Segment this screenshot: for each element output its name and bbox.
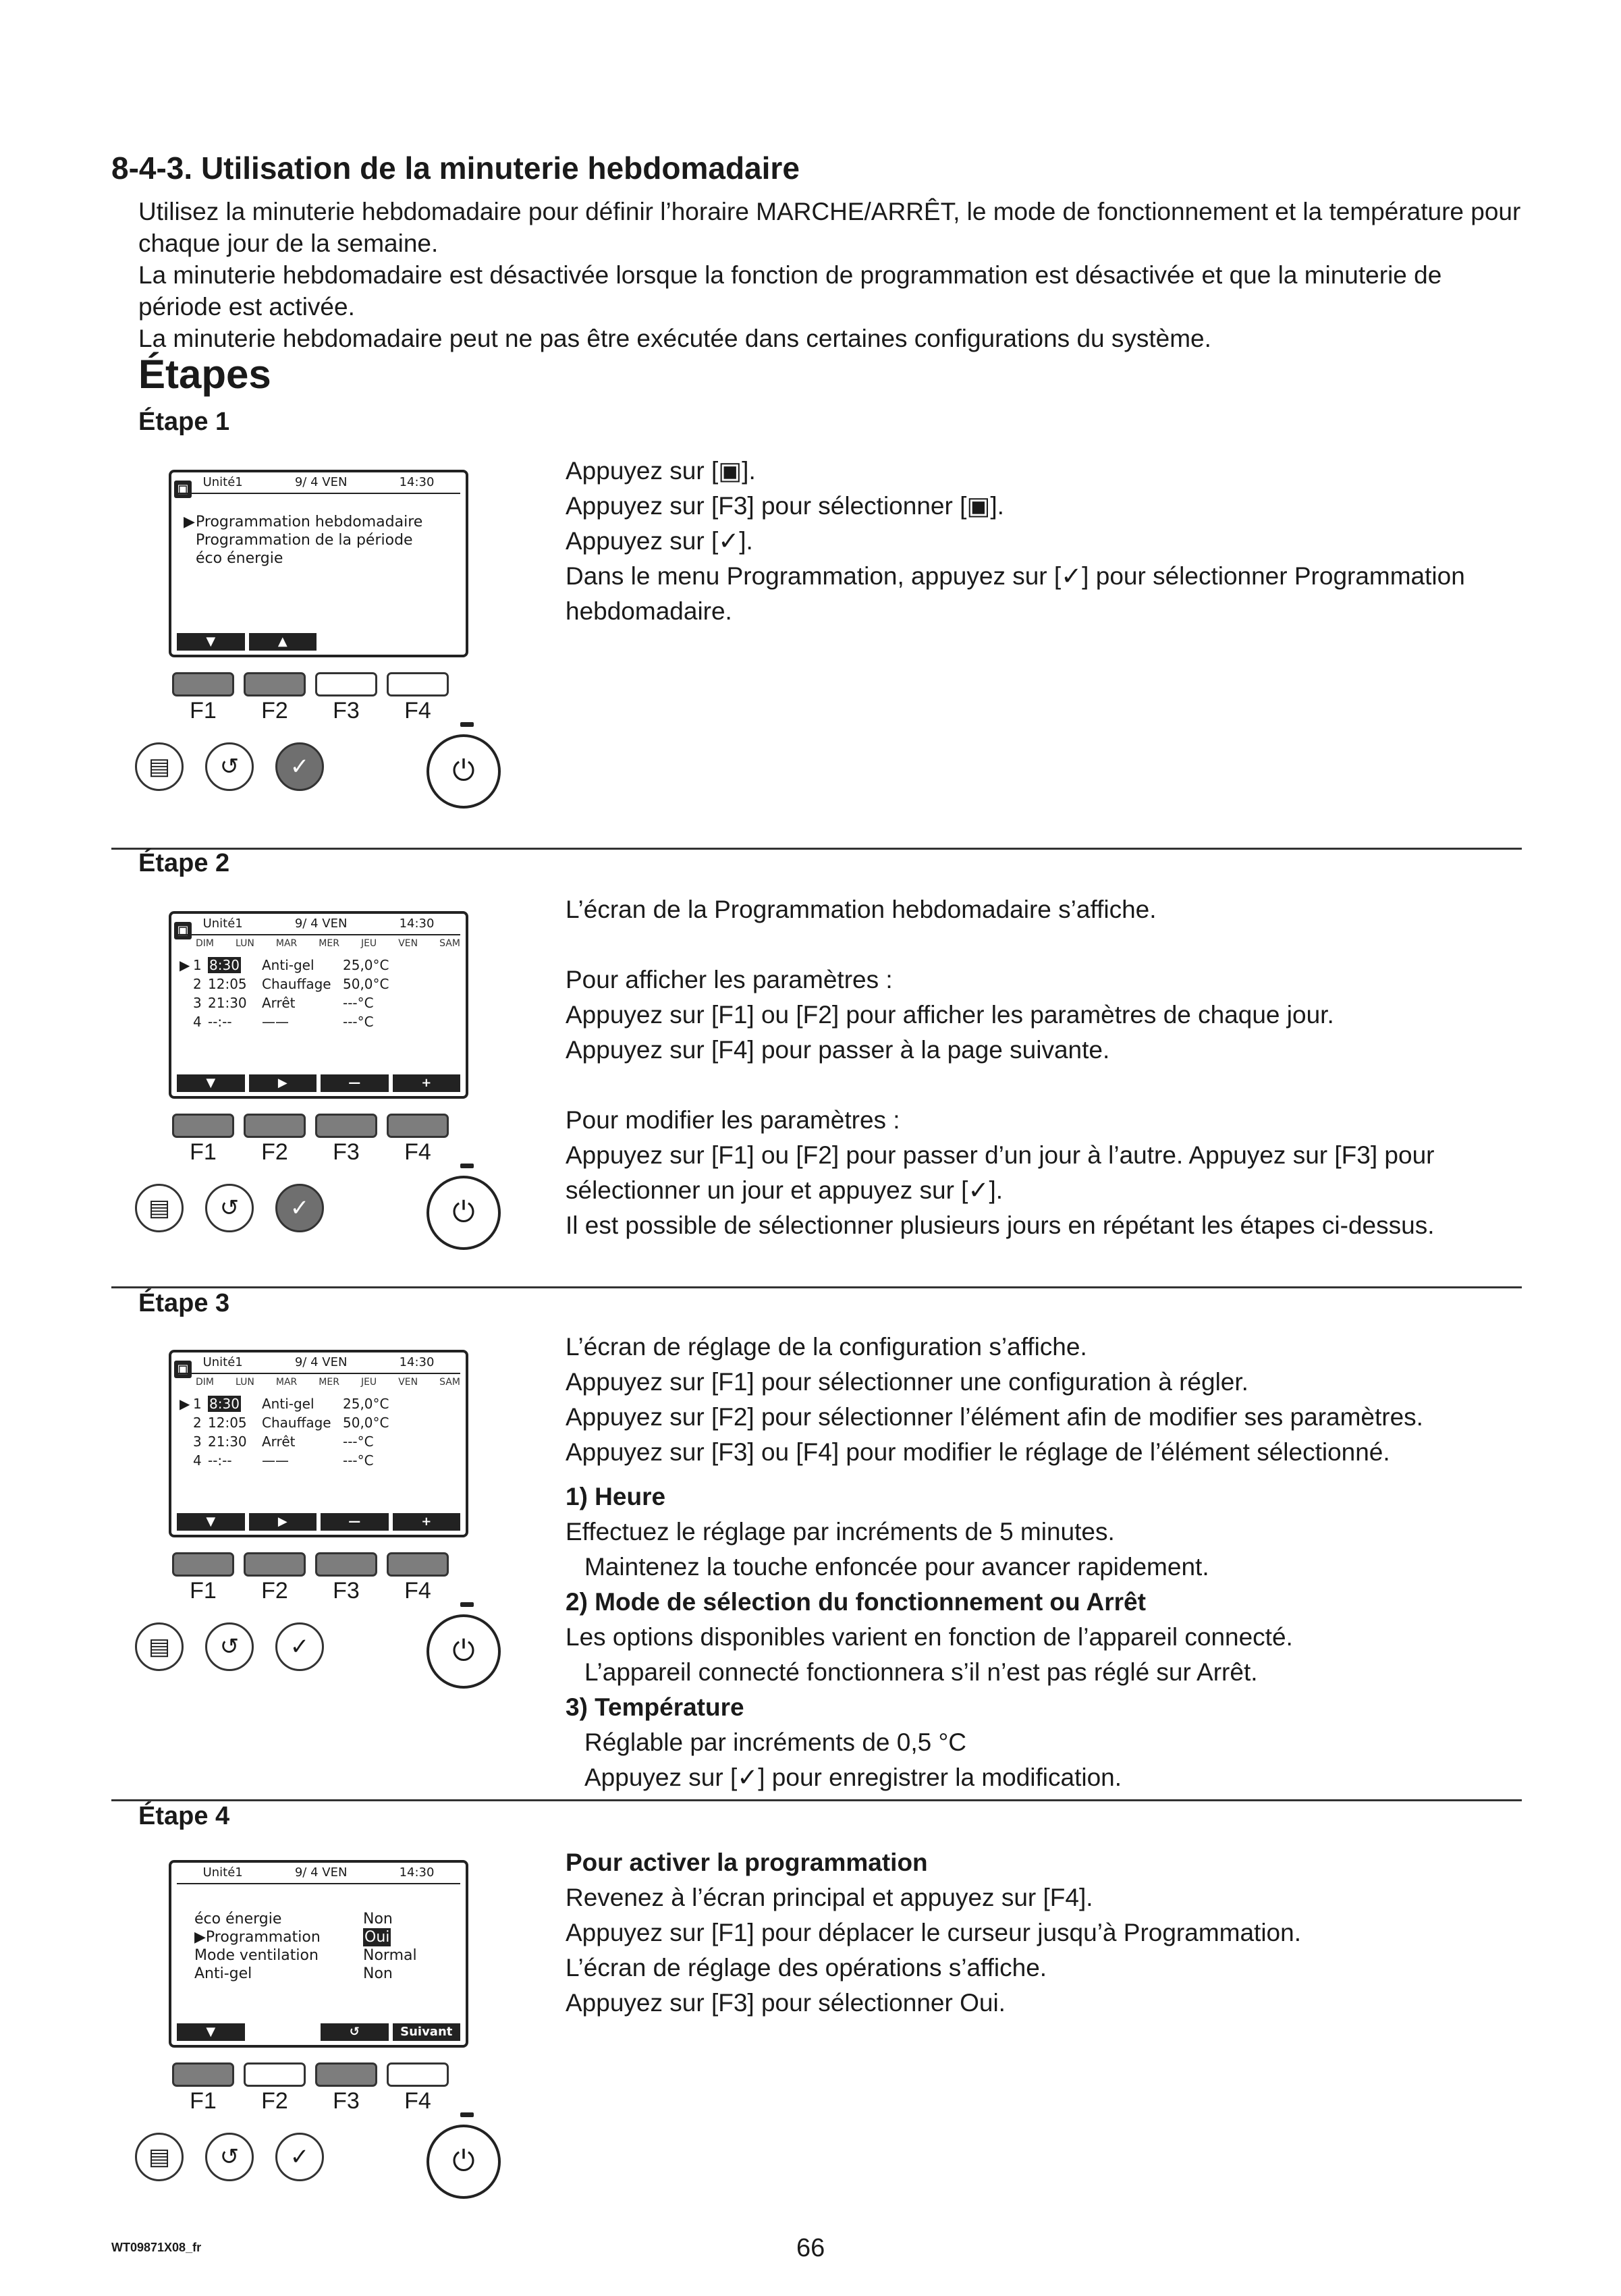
step-line: Revenez à l’écran principal et appuyez sur [F4]. [566,1884,1093,1911]
schedule-row: 3 21:30 Arrêt ---°C [193,1433,374,1450]
f4-key[interactable] [387,672,449,696]
f1-label: F1 [190,1139,217,1165]
power-led [460,2112,474,2117]
lcd-time: 14:30 [399,917,435,931]
step3-remote [135,1350,513,1714]
lcd-day: JEU [360,1377,377,1388]
power-button[interactable]: ⏻ [427,734,501,809]
calendar-icon: ▣ [174,1361,192,1378]
lcd-bar-empty [249,2023,317,2041]
lcd-menu-item: Programmation de la période [196,532,413,549]
f1-label: F1 [190,1578,217,1604]
power-led [460,1602,474,1607]
lcd-menu-item: Programmation hebdomadaire [196,514,423,530]
lcd-day: SAM [439,938,460,949]
step-line: Appuyez sur [F3] pour sélectionner Oui. [566,1989,1006,2017]
subheading: 2) Mode de sélection du fonctionnement ou Arrêt [566,1588,1146,1616]
return-button[interactable]: ↺ [205,742,254,791]
setting-row: éco énergie Non [194,1911,393,1928]
f4-key[interactable] [387,1114,449,1138]
lcd-function-bar [177,633,460,651]
step-line: Appuyez sur [F4] pour passer à la page suivante. [566,1036,1110,1064]
lcd-function-bar [177,1513,460,1531]
power-led [460,1164,474,1168]
schedule-row: ▶ 1 8:30 Anti-gel 25,0°C [180,1396,389,1412]
schedule-row: 3 21:30 Arrêt ---°C [193,995,374,1011]
section-title: 8-4-3. Utilisation de la minuterie hebdomadaire [111,151,800,186]
step2-heading: Étape 2 [138,849,230,877]
step-line: L’appareil connecté fonctionnera s’il n’est pas réglé sur Arrêt. [584,1658,1258,1686]
step4-heading: Étape 4 [138,1802,230,1830]
cursor-icon: ▶ [184,514,195,530]
lcd-header [177,1355,460,1374]
f4-label: F4 [404,1139,431,1165]
power-button[interactable]: ⏻ [427,1176,501,1250]
lcd-day: LUN [236,938,254,949]
calendar-icon: ▣ [174,922,192,939]
f3-label: F3 [333,2088,360,2114]
step4-text [566,1845,1537,2021]
lcd-bar-plus: + [393,1513,461,1531]
step-line: L’écran de réglage de la configuration s’affiche. [566,1333,1087,1361]
intro-text [138,196,1522,354]
step-line: Pour afficher les paramètres : [566,966,893,993]
lcd-function-bar [177,2023,460,2041]
schedule-row: 4 --:-- —— ---°C [193,1452,374,1469]
step-line: Pour modifier les paramètres : [566,1106,900,1134]
lcd-bar-plus: + [393,1074,461,1092]
menu-button[interactable]: ▤ [135,1622,184,1671]
f3-label: F3 [333,1139,360,1165]
lcd-day: MAR [275,1377,298,1388]
separator [111,1286,1522,1288]
step-line: Effectuez le réglage par incréments de 5 minutes. [566,1518,1115,1546]
lcd-days [196,1377,460,1388]
ok-button[interactable]: ✓ [275,2133,324,2181]
return-button[interactable]: ↺ [205,1184,254,1232]
lcd-bar-down: ▼ [177,633,245,651]
step1-heading: Étape 1 [138,408,230,436]
lcd-date: 9/ 4 VEN [294,1355,348,1369]
f3-key[interactable] [315,672,377,696]
intro-paragraph: La minuterie hebdomadaire peut ne pas être exécutée dans certaines configurations du système. [138,325,1211,352]
f2-label: F2 [261,1139,288,1165]
f1-key[interactable] [172,2062,234,2087]
step-line: Appuyez sur [✓]. [566,527,753,555]
step-line: Appuyez sur [F3] ou [F4] pour modifier le réglage de l’élément sélectionné. [566,1438,1390,1466]
f2-key[interactable] [244,672,306,696]
ok-button[interactable]: ✓ [275,742,324,791]
lcd-menu [184,513,422,568]
calendar-icon: ▣ [174,481,192,498]
menu-button[interactable]: ▤ [135,742,184,791]
f1-label: F1 [190,2088,217,2114]
setting-row: Mode ventilation Normal [194,1947,417,1964]
step-line: L’écran de la Programmation hebdomadaire s’affiche. [566,896,1157,923]
f1-label: F1 [190,698,217,723]
lcd-schedule [180,956,404,1031]
f2-key[interactable] [244,2062,306,2087]
lcd-unit: Unité1 [202,917,243,931]
lcd-bar-next: Suivant [393,2023,461,2041]
lcd-function-bar [177,1074,460,1092]
f4-key[interactable] [387,2062,449,2087]
lcd-date: 9/ 4 VEN [294,475,348,489]
lcd-bar-down: ▼ [177,1074,245,1092]
lcd-settings [194,1910,417,1983]
power-button[interactable]: ⏻ [427,2125,501,2199]
lcd-date: 9/ 4 VEN [294,917,348,931]
f3-label: F3 [333,1578,360,1604]
return-button[interactable]: ↺ [205,1622,254,1671]
lcd-bar-right: ▶ [249,1074,317,1092]
intro-paragraph: La minuterie hebdomadaire est désactivée lorsque la fonction de programmation est désactivée et que la minuterie de période est activée. [138,261,1442,321]
lcd-header [177,475,460,494]
step-line: Appuyez sur [F1] pour sélectionner une configuration à régler. [566,1368,1248,1396]
f4-label: F4 [404,1578,431,1604]
schedule-row: ▶ 1 8:30 Anti-gel 25,0°C [180,957,389,973]
step-line: Maintenez la touche enfoncée pour avancer rapidement. [584,1553,1209,1581]
etapes-heading: Étapes [138,352,271,397]
ok-button[interactable]: ✓ [275,1184,324,1232]
step1-remote [135,470,513,834]
separator [111,1799,1522,1801]
lcd-header [177,917,460,935]
menu-button[interactable]: ▤ [135,1184,184,1232]
lcd-bar-up: ▲ [249,633,317,651]
step4-remote [135,1860,513,2224]
subheading: Pour activer la programmation [566,1849,928,1876]
step-line: Appuyez sur [F1] ou [F2] pour afficher les paramètres de chaque jour. [566,1001,1334,1029]
schedule-row: 2 12:05 Chauffage 50,0°C [193,1415,389,1431]
lcd-unit: Unité1 [202,1865,243,1880]
page-number: 66 [796,2234,825,2262]
lcd-bar-toggle: ↺ [321,2023,389,2041]
lcd-date: 9/ 4 VEN [294,1865,348,1880]
step2-remote [135,911,513,1276]
f2-label: F2 [261,2088,288,2114]
return-button[interactable]: ↺ [205,2133,254,2181]
power-led [460,722,474,727]
lcd-header [177,1865,460,1884]
step-line: Appuyez sur [F1] ou [F2] pour passer d’un jour à l’autre. Appuyez sur [F3] pour sélectionner un jour et appuyez sur [✓]. [566,1141,1435,1204]
step-line: Il est possible de sélectionner plusieurs jours en répétant les étapes ci-dessus. [566,1211,1435,1239]
f4-key[interactable] [387,1552,449,1577]
lcd-time: 14:30 [399,1355,435,1369]
f4-label: F4 [404,698,431,723]
step2-text [566,892,1537,1243]
f1-key[interactable] [172,1114,234,1138]
lcd-day: MAR [275,938,298,949]
f1-key[interactable] [172,1552,234,1577]
lcd-screen [169,1350,468,1537]
lcd-day: JEU [360,938,377,949]
step-line: Appuyez sur [F3] pour sélectionner [▣]. [566,492,1004,520]
lcd-day: MER [319,938,339,949]
f2-label: F2 [261,1578,288,1604]
lcd-bar-empty [321,633,389,651]
lcd-day: SAM [439,1377,460,1388]
f1-key[interactable] [172,672,234,696]
step1-text [566,454,1537,629]
lcd-screen [169,911,468,1099]
lcd-bar-right: ▶ [249,1513,317,1531]
f4-label: F4 [404,2088,431,2114]
f2-key[interactable] [244,1552,306,1577]
step3-text [566,1330,1537,1795]
step-line: Appuyez sur [F1] pour déplacer le curseur jusqu’à Programmation. [566,1919,1301,1946]
step3-heading: Étape 3 [138,1289,230,1317]
lcd-day: VEN [398,1377,418,1388]
power-button[interactable]: ⏻ [427,1614,501,1689]
document-code: WT09871X08_fr [111,2241,202,2254]
lcd-unit: Unité1 [202,1355,243,1369]
f3-key[interactable] [315,2062,377,2087]
setting-row: Anti-gel Non [194,1965,393,1982]
subheading: 1) Heure [566,1483,666,1510]
lcd-screen [169,1860,468,2048]
lcd-screen [169,470,468,657]
lcd-bar-minus: — [321,1074,389,1092]
lcd-time: 14:30 [399,475,435,489]
lcd-bar-empty [393,633,461,651]
lcd-menu-item: éco énergie [196,550,283,567]
f3-key[interactable] [315,1114,377,1138]
lcd-day: VEN [398,938,418,949]
lcd-day: DIM [196,938,214,949]
lcd-day: MER [319,1377,339,1388]
step-line: Réglable par incréments de 0,5 °C [584,1728,966,1756]
lcd-time: 14:30 [399,1865,435,1880]
intro-paragraph: Utilisez la minuterie hebdomadaire pour définir l’horaire MARCHE/ARRÊT, le mode de fonctionnement et la température pour chaque jour de la semaine. [138,198,1521,257]
step-line: Appuyez sur [▣]. [566,457,756,485]
f3-label: F3 [333,698,360,723]
step-line: Appuyez sur [F2] pour sélectionner l’élément afin de modifier ses paramètres. [566,1403,1423,1431]
lcd-bar-minus: — [321,1513,389,1531]
lcd-unit: Unité1 [202,475,243,489]
lcd-day: DIM [196,1377,214,1388]
lcd-days [196,938,460,949]
menu-button[interactable]: ▤ [135,2133,184,2181]
step-line: L’écran de réglage des opérations s’affiche. [566,1954,1047,1981]
f2-key[interactable] [244,1114,306,1138]
step-line: Les options disponibles varient en fonction de l’appareil connecté. [566,1623,1293,1651]
lcd-day: LUN [236,1377,254,1388]
lcd-bar-down: ▼ [177,2023,245,2041]
lcd-schedule [180,1394,404,1470]
setting-row: ▶Programmation Oui [194,1929,390,1946]
step-line: Dans le menu Programmation, appuyez sur [✓] pour sélectionner Programmation hebdomadaire. [566,562,1465,625]
schedule-row: 2 12:05 Chauffage 50,0°C [193,976,389,992]
f2-label: F2 [261,698,288,723]
schedule-row: 4 --:-- —— ---°C [193,1014,374,1030]
subheading: 3) Température [566,1693,744,1721]
separator [111,848,1522,850]
lcd-bar-down: ▼ [177,1513,245,1531]
f3-key[interactable] [315,1552,377,1577]
ok-button[interactable]: ✓ [275,1622,324,1671]
step-line: Appuyez sur [✓] pour enregistrer la modification. [584,1764,1122,1791]
